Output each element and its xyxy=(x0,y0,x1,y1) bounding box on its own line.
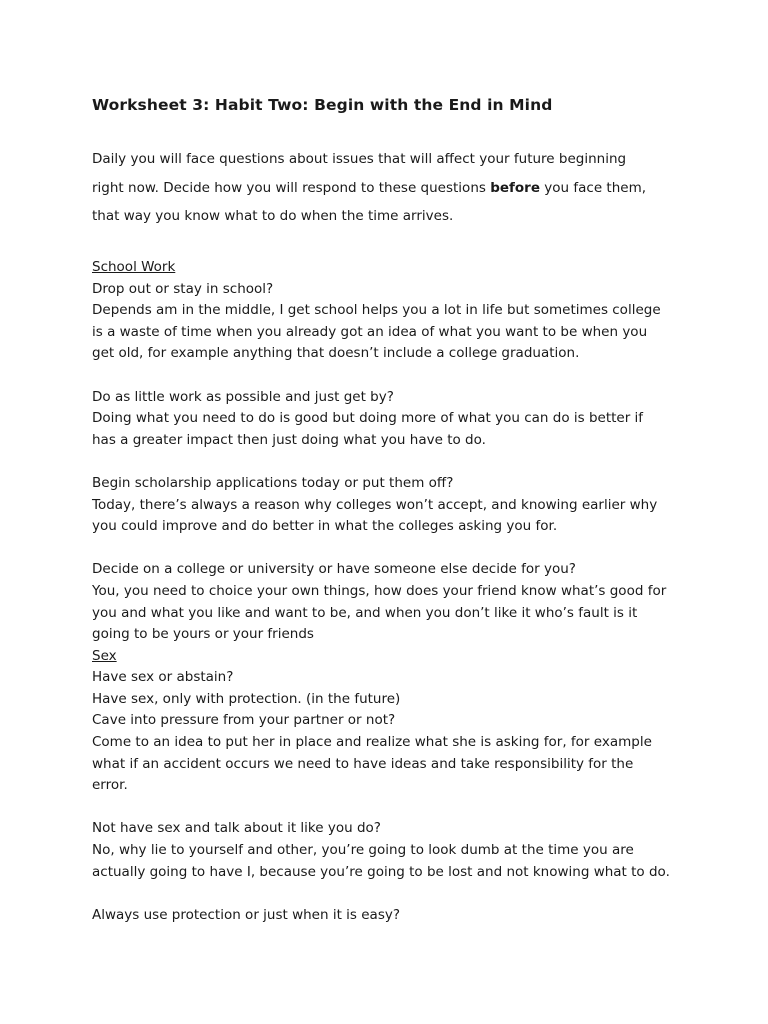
answer-line: you and what you like and want to be, and when you don’t like it who’s fault is it xyxy=(92,604,638,621)
answer-line: You, you need to choice your own things, how does your friend know what’s good for xyxy=(92,582,667,599)
answer-line: Doing what you need to do is good but doing more of what you can do is better if xyxy=(92,410,644,427)
answer-line: is a waste of time when you already got an idea of what you want to be when you xyxy=(92,323,648,340)
answer-line: what if an accident occurs we need to have ideas and take responsibility for the xyxy=(92,755,634,772)
intro-line-1: Daily you will face questions about issues that will affect your future beginning xyxy=(92,151,627,167)
answer-line: Come to an idea to put her in place and realize what she is asking for, for example xyxy=(92,734,652,751)
answer-line: Today, there’s always a reason why colleges won’t accept, and knowing earlier why xyxy=(92,496,658,513)
intro-paragraph xyxy=(92,145,692,231)
answer-line: actually going to have I, because you’re going to be lost and not knowing what to do. xyxy=(92,863,670,880)
question: Drop out or stay in school? xyxy=(92,280,274,297)
question: Always use protection or just when it is easy? xyxy=(92,906,401,923)
question: Begin scholarship applications today or put them off? xyxy=(92,474,454,491)
intro-line-2-start: right now. Decide how you will respond to these questions xyxy=(92,179,491,196)
answer-line: error. xyxy=(92,777,128,794)
intro-line-3: that way you know what to do when the time arrives. xyxy=(92,208,454,224)
paragraph-gap xyxy=(92,451,692,473)
question: Not have sex and talk about it like you do? xyxy=(92,820,381,837)
paragraph-gap xyxy=(92,797,692,819)
answer-line: you could improve and do better in what the colleges asking you for. xyxy=(92,518,558,535)
paragraph-gap xyxy=(92,365,692,387)
worksheet-title: Worksheet 3: Habit Two: Begin with the End in Mind xyxy=(92,96,553,114)
intro-emphasis-before: before xyxy=(490,179,540,196)
section-heading-school-work: School Work xyxy=(92,259,176,275)
question: Have sex or abstain? xyxy=(92,669,234,686)
answer-line: Depends am in the middle, I get school helps you a lot in life but sometimes college xyxy=(92,302,661,319)
answer-line: get old, for example anything that doesn’t include a college graduation. xyxy=(92,345,580,362)
question: Do as little work as possible and just get by? xyxy=(92,388,394,405)
answer-line: Have sex, only with protection. (in the future) xyxy=(92,690,401,707)
answer-line: has a greater impact then just doing what you have to do. xyxy=(92,431,486,448)
answer-line: going to be yours or your friends xyxy=(92,626,314,643)
intro-line-2-end: you face them, xyxy=(539,179,647,196)
question: Cave into pressure from your partner or not? xyxy=(92,712,396,729)
question: Decide on a college or university or have someone else decide for you? xyxy=(92,561,576,578)
paragraph-gap xyxy=(92,883,692,905)
section-heading-sex: Sex xyxy=(92,647,117,664)
answer-line: No, why lie to yourself and other, you’re going to look dumb at the time you are xyxy=(92,842,634,859)
paragraph-gap xyxy=(92,538,692,560)
worksheet-body xyxy=(92,257,692,926)
intro-line-2 xyxy=(92,174,692,203)
